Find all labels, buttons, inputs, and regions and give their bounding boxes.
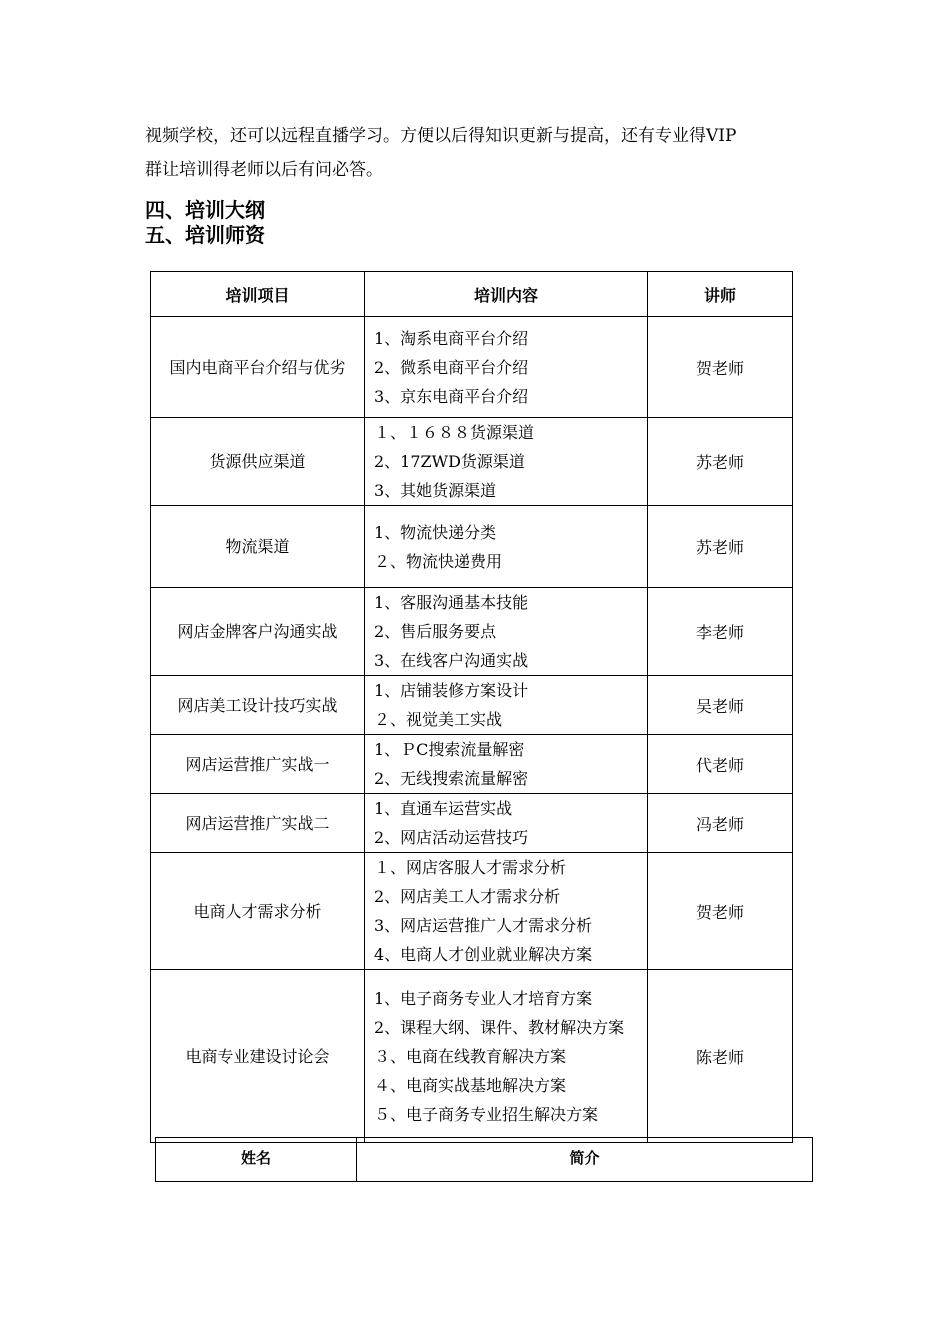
- outline-row: [151, 588, 793, 676]
- content-line: ２、物流快递费用: [374, 551, 503, 571]
- content-line: ４、电商实战基地解决方案: [374, 1075, 567, 1095]
- outline-row: [151, 970, 793, 1143]
- project-cell: 网店金牌客户沟通实战: [151, 588, 365, 676]
- project-cell: 物流渠道: [151, 506, 365, 588]
- teacher-cell: 苏老师: [648, 506, 793, 588]
- content-line: 3、京东电商平台介绍: [374, 386, 529, 406]
- intro-paragraph: [145, 119, 805, 187]
- teacher-cell: 贺老师: [648, 317, 793, 418]
- outline-row: [151, 418, 793, 506]
- content-line: 1、店铺装修方案设计: [374, 681, 529, 700]
- content-line: 2、网店活动运营技巧: [374, 828, 529, 847]
- project-cell: 电商人才需求分析: [151, 853, 365, 970]
- content-line: 3、网店运营推广人才需求分析: [374, 916, 593, 935]
- teacher-cell: 冯老师: [648, 794, 793, 853]
- teacher-cell: 李老师: [648, 588, 793, 676]
- project-cell: 电商专业建设讨论会: [151, 970, 365, 1143]
- project-cell: 国内电商平台介绍与优劣: [151, 317, 365, 418]
- header-teacher: 讲师: [648, 272, 793, 317]
- content-line: 3、在线客户沟通实战: [374, 651, 529, 670]
- header-name: 姓名: [156, 1138, 357, 1182]
- content-cell: [365, 506, 648, 588]
- content-line: ５、电子商务专业招生解决方案: [374, 1104, 599, 1124]
- content-line: 1、客服沟通基本技能: [374, 593, 529, 612]
- content-cell: [365, 735, 648, 794]
- content-line: 2、微系电商平台介绍: [374, 357, 529, 377]
- content-cell: [365, 588, 648, 676]
- content-line: 2、售后服务要点: [374, 622, 497, 641]
- content-line: 2、无线搜索流量解密: [374, 769, 529, 788]
- header-intro: 简介: [357, 1138, 813, 1182]
- outline-row: [151, 676, 793, 735]
- content-cell: [365, 418, 648, 506]
- intro-line-1: 视频学校，还可以远程直播学习。方便以后得知识更新与提高，还有专业得VIP: [145, 126, 737, 146]
- teacher-cell: 吴老师: [648, 676, 793, 735]
- outline-row: [151, 317, 793, 418]
- header-content: 培训内容: [365, 272, 648, 317]
- content-line: 1、直通车运营实战: [374, 799, 513, 818]
- content-line: ３、电商在线教育解决方案: [374, 1046, 567, 1066]
- content-line: ２、视觉美工实战: [374, 710, 503, 729]
- content-cell: [365, 853, 648, 970]
- intro-line-2: 群让培训得老师以后有问必答。: [145, 160, 383, 180]
- teacher-header-row: [156, 1138, 813, 1182]
- content-line: 1、物流快递分类: [374, 522, 497, 542]
- content-line: １、１６８８货源渠道: [374, 423, 535, 442]
- content-line: 3、其她货源渠道: [374, 481, 497, 500]
- outline-header-row: [151, 272, 793, 317]
- content-line: 1、电子商务专业人才培育方案: [374, 988, 593, 1008]
- outline-row: [151, 735, 793, 794]
- heading-teachers: 五、培训师资: [145, 223, 265, 247]
- content-line: 2、17ZWD货源渠道: [374, 452, 525, 471]
- outline-row: [151, 853, 793, 970]
- teacher-table: [155, 1137, 813, 1182]
- outline-row: [151, 794, 793, 853]
- content-line: 4、电商人才创业就业解决方案: [374, 945, 593, 964]
- header-project: 培训项目: [151, 272, 365, 317]
- heading-outline: 四、培训大纲: [145, 198, 265, 222]
- content-line: 1、ＰC搜索流量解密: [374, 740, 525, 759]
- teacher-cell: 苏老师: [648, 418, 793, 506]
- outline-row: [151, 506, 793, 588]
- project-cell: 网店运营推广实战二: [151, 794, 365, 853]
- content-line: 2、课程大纲、课件、教材解决方案: [374, 1017, 625, 1037]
- outline-table: [150, 271, 793, 1143]
- teacher-cell: 贺老师: [648, 853, 793, 970]
- content-line: 2、网店美工人才需求分析: [374, 887, 561, 906]
- content-cell: [365, 317, 648, 418]
- content-line: １、网店客服人才需求分析: [374, 858, 567, 877]
- teacher-cell: 陈老师: [648, 970, 793, 1143]
- project-cell: 货源供应渠道: [151, 418, 365, 506]
- content-cell: [365, 794, 648, 853]
- teacher-cell: 代老师: [648, 735, 793, 794]
- content-cell: [365, 676, 648, 735]
- content-line: 1、淘系电商平台介绍: [374, 328, 529, 348]
- project-cell: 网店美工设计技巧实战: [151, 676, 365, 735]
- content-cell: [365, 970, 648, 1143]
- project-cell: 网店运营推广实战一: [151, 735, 365, 794]
